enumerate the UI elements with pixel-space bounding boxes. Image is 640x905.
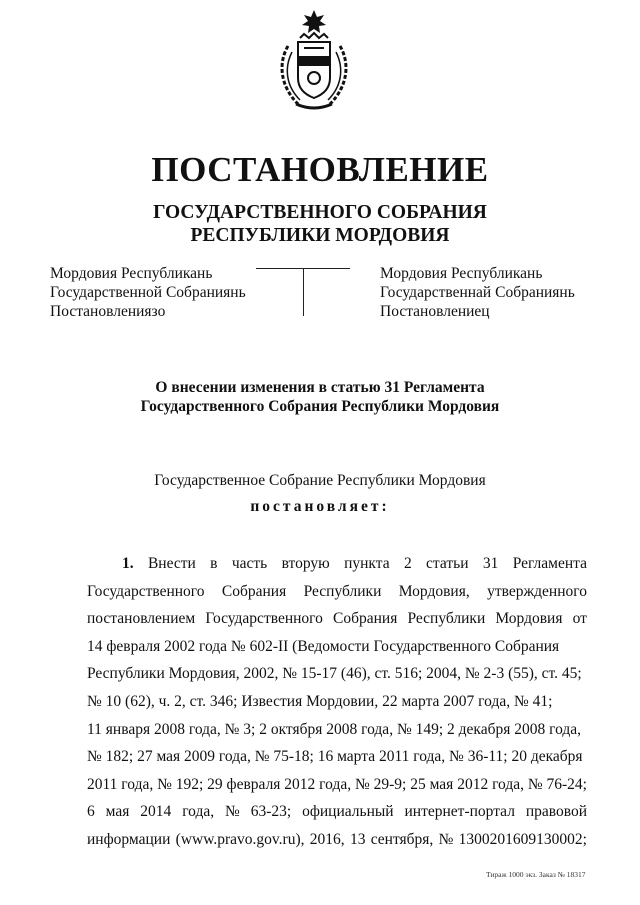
paragraph-line — [87, 743, 587, 771]
paragraph-line — [87, 605, 587, 633]
coat-of-arms-icon — [268, 8, 360, 116]
moksha-left-line: Мордовия Республикань — [50, 265, 213, 282]
paragraph-line — [87, 688, 587, 716]
moksha-left-line: Постановлениязо — [50, 303, 166, 320]
paragraph-word: Мордовия, — [398, 582, 470, 600]
paragraph-word: Собрания — [333, 610, 398, 628]
document-title: ПОСТАНОВЛЕНИЕ — [151, 150, 489, 189]
paragraph-word: Собрания — [221, 582, 287, 600]
paragraph-word: в — [210, 555, 218, 572]
paragraph-line — [87, 771, 587, 799]
moksha-right-line: Государственнай Собраниянь — [380, 284, 575, 301]
paragraph-word: постановлением — [87, 610, 196, 628]
moksha-left-line: Государственной Собраниянь — [50, 284, 246, 301]
paragraph-word: Республики Мордовия, 2002, № 15-17 (46), ст. 516; 2004, № 2-3 (55), ст. 45; — [87, 665, 582, 683]
paragraph-word: 13 — [349, 830, 366, 848]
paragraph-word: 11 января 2008 года, № 3; 2 октября 2008 года, № 149; 2 декабря 2008 года, — [87, 720, 582, 738]
paragraph-word: 31 — [482, 555, 499, 572]
resolves-label: постановляет: — [250, 498, 390, 515]
moksha-right-line: Мордовия Республикань — [380, 265, 543, 282]
paragraph-word: 2011 года, № 192; 29 февраля 2012 года, № 29-9; 25 мая 2012 года, № 76-24; — [87, 775, 587, 793]
paragraph-word: 2014 — [140, 803, 172, 821]
paragraph-word: Республики — [407, 610, 486, 628]
paragraph-word: утвержденного — [487, 582, 587, 600]
paragraph-word: года, — [182, 803, 215, 821]
paragraph-word: статьи — [426, 555, 469, 572]
paragraph-line — [87, 826, 587, 854]
assembly-name: Государственное Собрание Республики Мордовия — [154, 472, 486, 489]
paragraph-line — [87, 633, 587, 661]
paragraph-word: 1300201609130002; — [458, 830, 587, 848]
paragraph-word: Регламента — [512, 555, 587, 572]
paragraph-word: 2016, — [309, 830, 345, 848]
paragraph-word: Внести — [147, 555, 196, 572]
paragraph-line — [87, 550, 587, 578]
paragraph-word: 6 — [87, 803, 95, 821]
resolution-heading-line2: Государственного Собрания Республики Мордовия — [140, 398, 500, 415]
document-subtitle-line1: ГОСУДАРСТВЕННОГО СОБРАНИЯ — [153, 202, 487, 223]
paragraph-word: правовой — [525, 803, 587, 821]
document-subtitle-line2: РЕСПУБЛИКИ МОРДОВИЯ — [190, 225, 450, 246]
paragraph-word: 2 — [403, 555, 412, 572]
paragraph-number: 1. — [122, 555, 134, 572]
paragraph-word: № — [225, 803, 240, 821]
paragraph-word: сентября, — [370, 830, 434, 848]
paragraph-word: (www.pravo.gov.ru), — [175, 830, 305, 848]
resolution-heading-line1: О внесении изменения в статью 31 Регламента — [155, 379, 485, 396]
paragraph-word: Мордовия — [495, 610, 563, 628]
paragraph-word: часть — [231, 555, 268, 572]
paragraph-word: официальный — [302, 803, 394, 821]
print-run-note: Тираж 1000 экз. Заказ № 18317 — [486, 870, 586, 879]
paragraph-word: Республики — [303, 582, 382, 600]
paragraph-word: 14 февраля 2002 года № 602-II (Ведомости Государственного Собрания — [87, 637, 560, 655]
paragraph-word: пункта — [344, 555, 390, 572]
moksha-right-line: Постановлениец — [380, 303, 490, 320]
paragraph-word: информации — [87, 830, 171, 848]
paragraph-word: № — [438, 830, 454, 848]
paragraph-word: вторую — [281, 555, 330, 572]
header-divider-vertical — [303, 268, 304, 316]
paragraph-word: от — [572, 610, 587, 628]
paragraph-line — [87, 798, 587, 826]
paragraph-word: Государственного — [87, 582, 205, 600]
paragraph-word: № 182; 27 мая 2009 года, № 75-18; 16 марта 2011 года, № 36-11; 20 декабря — [87, 748, 583, 766]
paragraph-line — [87, 578, 587, 606]
paragraph-body — [87, 550, 587, 854]
paragraph-word: 63-23; — [250, 803, 292, 821]
paragraph-word: Государственного — [205, 610, 323, 628]
paragraph-line — [87, 660, 587, 688]
moksha-title-right — [380, 264, 575, 321]
paragraph-word: № 10 (62), ч. 2, ст. 346; Известия Мордовии, 22 марта 2007 года, № 41; — [87, 692, 553, 710]
paragraph-word: интернет-портал — [404, 803, 515, 821]
paragraph-line — [87, 716, 587, 744]
moksha-title-left — [50, 264, 246, 321]
paragraph-word: мая — [105, 803, 130, 821]
